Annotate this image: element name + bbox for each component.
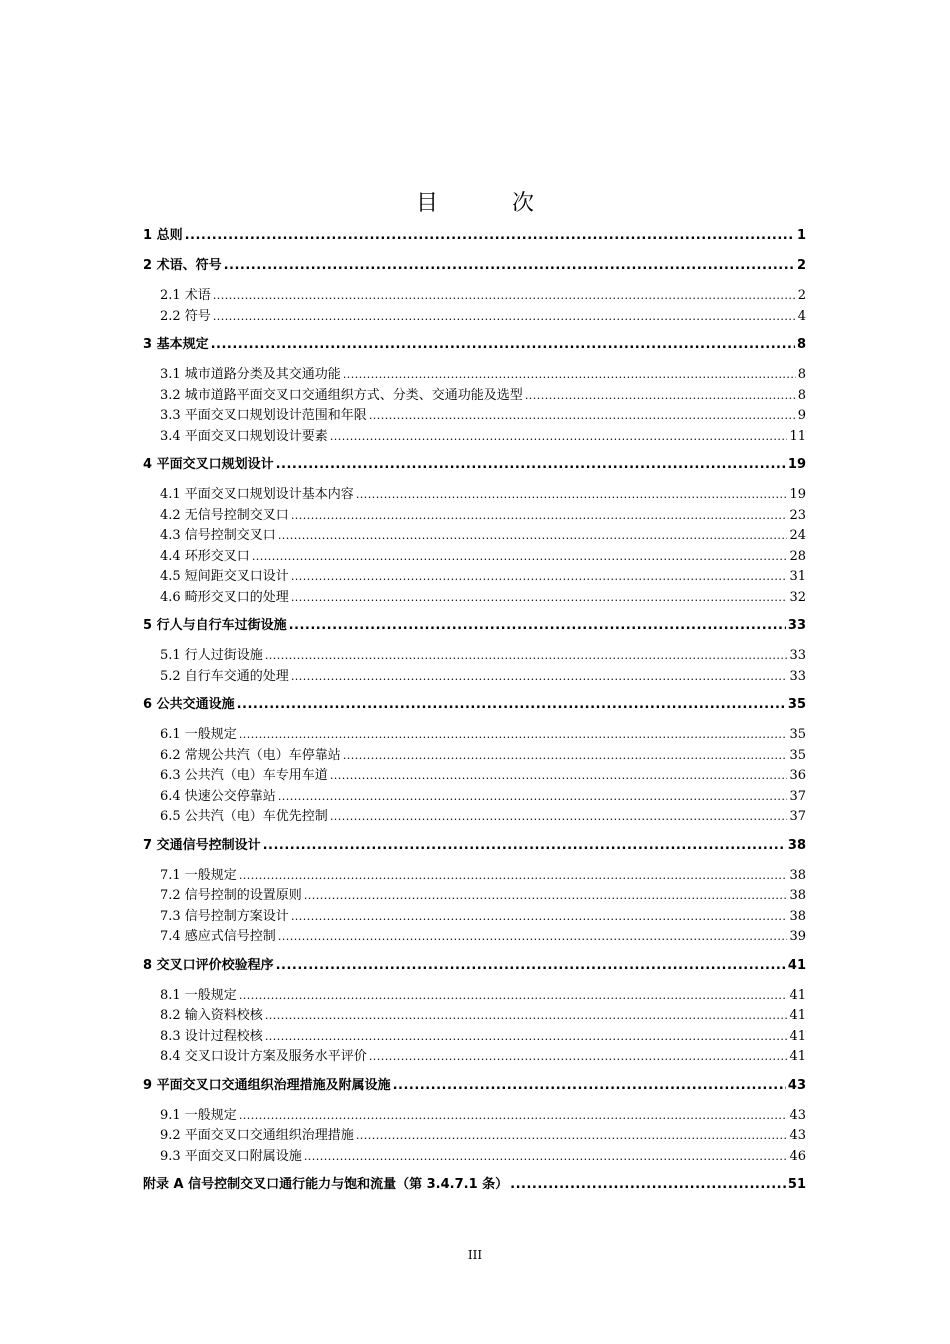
toc-entry-page-number: 39 xyxy=(789,929,806,944)
toc-entry-label: 2 术语、符号 xyxy=(143,258,222,273)
toc-leader-dots xyxy=(343,367,796,382)
page-number: III xyxy=(467,1248,483,1262)
toc-section-entry[interactable] xyxy=(143,764,806,785)
toc-section-entry[interactable] xyxy=(143,785,806,806)
toc-chapter-entry[interactable] xyxy=(143,1173,806,1195)
toc-section-entry[interactable] xyxy=(143,504,806,525)
toc-section-entry[interactable] xyxy=(143,805,806,826)
toc-entry-label: 4 平面交叉口规划设计 xyxy=(143,457,274,472)
toc-entry-page-number: 4 xyxy=(797,308,806,324)
toc-leader-dots xyxy=(211,337,795,352)
toc-leader-dots xyxy=(265,1008,788,1023)
toc-leader-dots xyxy=(304,888,788,903)
toc-leader-dots xyxy=(239,727,788,742)
toc-leader-dots xyxy=(510,1177,786,1192)
toc-entry-label: 8.1 一般规定 xyxy=(160,987,237,1003)
toc-entry-label: 4.4 环形交叉口 xyxy=(160,548,250,564)
toc-entry-page-number: 11 xyxy=(789,428,806,444)
toc-section-entry[interactable] xyxy=(143,905,806,926)
toc-section-entry[interactable] xyxy=(143,524,806,545)
toc-entry-label: 5.2 自行车交通的处理 xyxy=(160,668,289,684)
toc-leader-dots xyxy=(265,1029,788,1044)
toc-section-entry[interactable] xyxy=(143,545,806,566)
toc-entry-page-number: 38 xyxy=(787,837,806,853)
toc-section-entry[interactable] xyxy=(143,586,806,607)
toc-section-entry[interactable] xyxy=(143,723,806,744)
toc-entry-page-number: 43 xyxy=(789,1107,806,1123)
toc-entry-page-number: 19 xyxy=(787,457,806,472)
toc-entry-page-number: 43 xyxy=(789,1128,806,1143)
toc-leader-dots xyxy=(278,929,788,944)
toc-leader-dots xyxy=(276,958,786,973)
toc-leader-dots xyxy=(343,748,788,763)
toc-section-entry[interactable] xyxy=(143,483,806,504)
toc-entry-page-number: 41 xyxy=(787,957,806,973)
toc-leader-dots xyxy=(239,1108,788,1123)
toc-leader-dots xyxy=(393,1078,786,1093)
toc-entry-label: 6.3 公共汽（电）车专用车道 xyxy=(160,768,328,783)
toc-section-entry[interactable] xyxy=(143,565,806,586)
toc-section-entry[interactable] xyxy=(143,1124,806,1145)
toc-entry-page-number: 24 xyxy=(789,528,806,543)
toc-entry-page-number: 23 xyxy=(789,507,806,523)
toc-leader-dots xyxy=(239,868,788,883)
toc-entry-label: 5.1 行人过街设施 xyxy=(160,648,263,663)
toc-leader-dots xyxy=(291,590,788,605)
table-of-contents xyxy=(143,224,806,1195)
toc-leader-dots xyxy=(291,669,788,684)
toc-entry-label: 2.2 符号 xyxy=(160,308,211,324)
toc-section-entry[interactable] xyxy=(143,425,806,446)
toc-leader-dots xyxy=(185,228,795,243)
toc-entry-page-number: 19 xyxy=(789,487,806,502)
toc-chapter-entry[interactable] xyxy=(143,1074,806,1096)
toc-entry-page-number: 38 xyxy=(789,867,806,883)
toc-entry-page-number: 9 xyxy=(797,408,806,423)
toc-entry-label: 2.1 术语 xyxy=(160,288,211,303)
toc-entry-page-number: 38 xyxy=(789,888,806,903)
toc-section-entry[interactable] xyxy=(143,884,806,905)
toc-entry-page-number: 41 xyxy=(789,1049,806,1064)
toc-section-entry[interactable] xyxy=(143,925,806,946)
toc-entry-label: 4.5 短间距交叉口设计 xyxy=(160,569,289,584)
toc-entry-page-number: 41 xyxy=(789,1028,806,1044)
toc-entry-label: 6.1 一般规定 xyxy=(160,727,237,742)
toc-entry-label: 4.3 信号控制交叉口 xyxy=(160,528,276,543)
toc-chapter-entry[interactable] xyxy=(143,834,806,856)
toc-entry-label: 4.2 无信号控制交叉口 xyxy=(160,507,289,523)
toc-entry-label: 6.2 常规公共汽（电）车停靠站 xyxy=(160,747,341,763)
toc-entry-page-number: 8 xyxy=(797,387,806,403)
toc-leader-dots xyxy=(213,288,796,303)
toc-chapter-entry[interactable] xyxy=(143,693,806,715)
toc-chapter-entry[interactable] xyxy=(143,954,806,976)
toc-leader-dots xyxy=(224,258,795,273)
toc-entry-label: 3.1 城市道路分类及其交通功能 xyxy=(160,367,341,382)
toc-chapter-entry[interactable] xyxy=(143,453,806,475)
toc-entry-label: 9.3 平面交叉口附属设施 xyxy=(160,1148,302,1164)
toc-leader-dots xyxy=(213,309,796,324)
toc-entry-label: 1 总则 xyxy=(143,228,183,243)
toc-entry-label: 9.1 一般规定 xyxy=(160,1107,237,1123)
toc-leader-dots xyxy=(276,457,786,472)
toc-leader-dots xyxy=(369,1049,788,1064)
toc-chapter-entry[interactable] xyxy=(143,614,806,636)
toc-entry-label: 7.2 信号控制的设置原则 xyxy=(160,888,302,903)
toc-entry-label: 8.2 输入资料校核 xyxy=(160,1008,263,1023)
toc-entry-page-number: 33 xyxy=(789,668,806,684)
toc-chapter-entry[interactable] xyxy=(143,224,806,246)
toc-leader-dots xyxy=(237,697,786,712)
toc-entry-page-number: 36 xyxy=(789,768,806,783)
toc-entry-page-number: 8 xyxy=(796,337,806,352)
toc-entry-page-number: 8 xyxy=(797,367,806,382)
toc-entry-label: 7 交通信号控制设计 xyxy=(143,837,261,853)
toc-chapter-entry[interactable] xyxy=(143,254,806,276)
toc-entry-label: 6 公共交通设施 xyxy=(143,697,235,712)
toc-leader-dots xyxy=(278,528,788,543)
toc-entry-label: 8.4 交叉口设计方案及服务水平评价 xyxy=(160,1049,367,1064)
toc-leader-dots xyxy=(304,1149,788,1164)
toc-entry-label: 3.4 平面交叉口规划设计要素 xyxy=(160,428,328,444)
toc-chapter-entry[interactable] xyxy=(143,333,806,355)
toc-entry-page-number: 33 xyxy=(789,648,806,663)
toc-entry-label: 4.6 畸形交叉口的处理 xyxy=(160,589,289,605)
toc-section-entry[interactable] xyxy=(143,665,806,686)
toc-leader-dots xyxy=(278,789,788,804)
toc-leader-dots xyxy=(265,648,788,663)
toc-entry-page-number: 46 xyxy=(789,1148,806,1164)
toc-entry-page-number: 38 xyxy=(789,908,806,924)
toc-leader-dots xyxy=(291,508,788,523)
toc-leader-dots xyxy=(369,408,796,423)
toc-leader-dots xyxy=(263,838,786,853)
toc-leader-dots xyxy=(330,768,788,783)
toc-entry-label: 8.3 设计过程校核 xyxy=(160,1028,263,1044)
toc-leader-dots xyxy=(291,569,788,584)
toc-section-entry[interactable] xyxy=(143,984,806,1005)
toc-entry-label: 7.4 感应式信号控制 xyxy=(160,929,276,944)
toc-entry-page-number: 37 xyxy=(789,788,806,804)
toc-section-entry[interactable] xyxy=(143,1004,806,1025)
toc-entry-page-number: 1 xyxy=(796,228,806,243)
toc-section-entry[interactable] xyxy=(143,284,806,305)
toc-section-entry[interactable] xyxy=(143,384,806,405)
toc-section-entry[interactable] xyxy=(143,1045,806,1066)
toc-entry-label: 6.5 公共汽（电）车优先控制 xyxy=(160,809,328,824)
toc-leader-dots xyxy=(291,909,788,924)
toc-entry-page-number: 41 xyxy=(789,987,806,1003)
toc-leader-dots xyxy=(356,487,788,502)
toc-entry-page-number: 35 xyxy=(789,747,806,763)
toc-entry-label: 8 交叉口评价校验程序 xyxy=(143,957,274,973)
toc-entry-page-number: 33 xyxy=(787,618,806,633)
toc-entry-page-number: 32 xyxy=(789,589,806,605)
toc-title: 目 次 xyxy=(415,191,560,216)
toc-entry-page-number: 51 xyxy=(787,1177,806,1192)
toc-section-entry[interactable] xyxy=(143,644,806,665)
toc-section-entry[interactable] xyxy=(143,1145,806,1166)
toc-entry-label: 3 基本规定 xyxy=(143,337,209,352)
toc-section-entry[interactable] xyxy=(143,1104,806,1125)
toc-entry-page-number: 35 xyxy=(787,697,806,712)
toc-entry-label: 5 行人与自行车过街设施 xyxy=(143,618,287,633)
toc-section-entry[interactable] xyxy=(143,404,806,425)
toc-entry-page-number: 41 xyxy=(789,1008,806,1023)
toc-entry-page-number: 28 xyxy=(789,548,806,564)
toc-entry-page-number: 31 xyxy=(789,569,806,584)
toc-entry-label: 6.4 快速公交停靠站 xyxy=(160,788,276,804)
toc-entry-label: 7.3 信号控制方案设计 xyxy=(160,908,289,924)
toc-leader-dots xyxy=(356,1128,788,1143)
toc-leader-dots xyxy=(239,988,788,1003)
toc-entry-label: 9.2 平面交叉口交通组织治理措施 xyxy=(160,1128,354,1143)
toc-leader-dots xyxy=(252,549,788,564)
toc-entry-page-number: 35 xyxy=(789,727,806,742)
toc-leader-dots xyxy=(330,809,788,824)
toc-entry-label: 9 平面交叉口交通组织治理措施及附属设施 xyxy=(143,1077,391,1093)
toc-entry-page-number: 2 xyxy=(797,288,806,303)
toc-section-entry[interactable] xyxy=(143,305,806,326)
toc-leader-dots xyxy=(330,429,788,444)
toc-leader-dots xyxy=(525,388,796,403)
toc-entry-page-number: 37 xyxy=(789,809,806,824)
toc-entry-label: 3.3 平面交叉口规划设计范围和年限 xyxy=(160,408,367,423)
toc-section-entry[interactable] xyxy=(143,1025,806,1046)
toc-entry-label: 3.2 城市道路平面交叉口交通组织方式、分类、交通功能及选型 xyxy=(160,387,523,403)
toc-section-entry[interactable] xyxy=(143,744,806,765)
toc-section-entry[interactable] xyxy=(143,363,806,384)
toc-entry-label: 附录 A 信号控制交叉口通行能力与饱和流量（第 3.4.7.1 条） xyxy=(143,1177,509,1192)
toc-entry-label: 4.1 平面交叉口规划设计基本内容 xyxy=(160,487,354,502)
toc-section-entry[interactable] xyxy=(143,864,806,885)
toc-entry-page-number: 43 xyxy=(787,1077,806,1093)
toc-leader-dots xyxy=(289,618,786,633)
toc-entry-page-number: 2 xyxy=(796,258,806,273)
toc-entry-label: 7.1 一般规定 xyxy=(160,867,237,883)
